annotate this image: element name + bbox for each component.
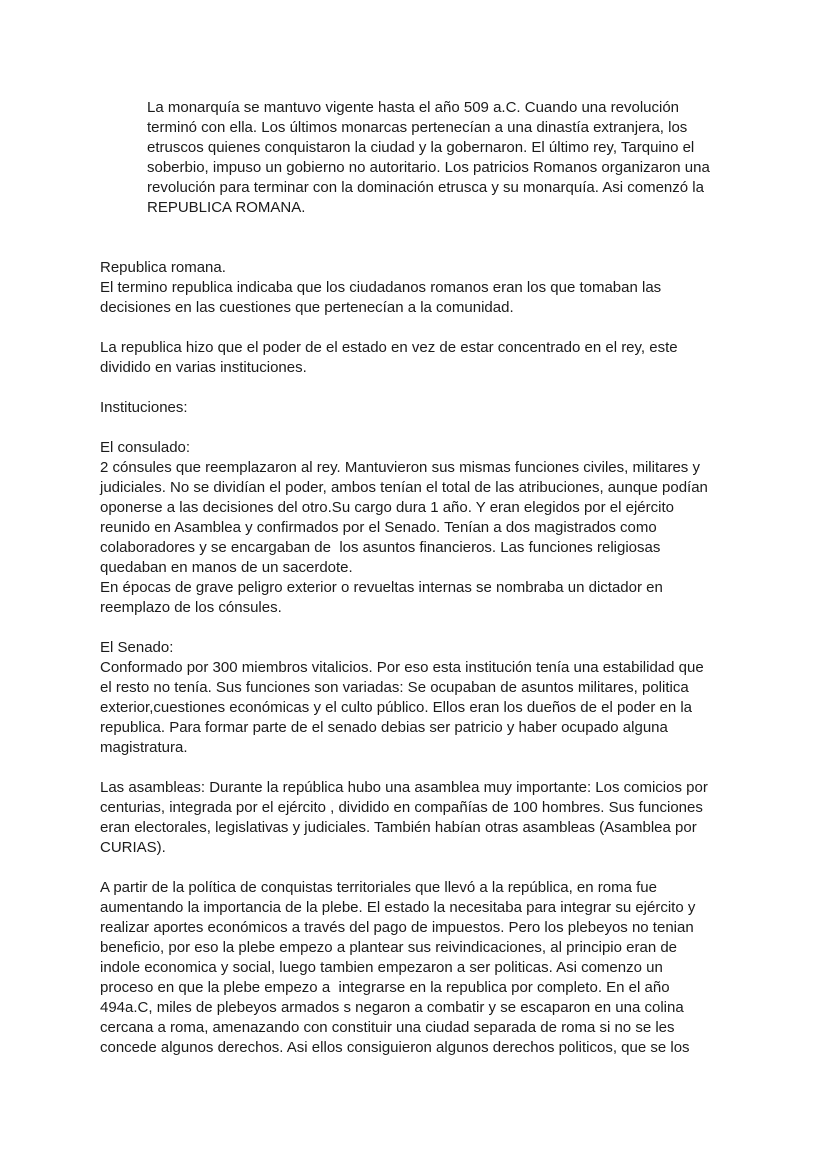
text-line: centurias, integrada por el ejército , dividido en compañías de 100 hombres. Sus funciones	[100, 799, 703, 816]
text-line: quedaban en manos de un sacerdote.	[100, 559, 353, 576]
text-line: indole economica y social, luego tambien empezaron a ser politicas. Asi comenzo un	[100, 959, 663, 976]
text-line: CURIAS).	[100, 839, 166, 856]
text-line: Instituciones:	[100, 399, 188, 416]
text-line: Republica romana.	[100, 259, 226, 276]
text-line: realizar aportes económicos a través del pago de impuestos. Pero los plebeyos no tenian	[100, 919, 694, 936]
institutions-heading	[100, 398, 737, 418]
text-line: En épocas de grave peligro exterior o revueltas internas se nombraba un dictador en	[100, 579, 663, 596]
text-line: 2 cónsules que reemplazaron al rey. Mantuvieron sus mismas funciones civiles, militares y	[100, 459, 700, 476]
text-line: A partir de la política de conquistas territoriales que llevó a la república, en roma fue	[100, 879, 657, 896]
text-line: oponerse a las decisiones del otro.Su cargo dura 1 año. Y eran elegidos por el ejército	[100, 499, 674, 516]
text-line: soberbio, impuso un gobierno no autoritario. Los patricios Romanos organizaron una	[147, 159, 710, 176]
text-line: el resto no tenía. Sus funciones son variadas: Se ocupaban de asuntos militares, politica	[100, 679, 689, 696]
power-division-paragraph	[100, 338, 737, 378]
text-line: dividido en varias instituciones.	[100, 359, 307, 376]
text-line: etruscos quienes conquistaron la ciudad y la gobernaron. El último rey, Tarquino el	[147, 139, 695, 156]
text-line: La republica hizo que el poder de el estado en vez de estar concentrado en el rey, este	[100, 339, 678, 356]
assemblies-paragraph	[100, 778, 737, 858]
text-line: REPUBLICA ROMANA.	[147, 199, 306, 216]
text-line: republica. Para formar parte de el senado debias ser patricio y haber ocupado alguna	[100, 719, 668, 736]
text-line: reemplazo de los cónsules.	[100, 599, 282, 616]
text-line: terminó con ella. Los últimos monarcas pertenecían a una dinastía extranjera, los	[147, 119, 688, 136]
consulate-paragraph	[100, 438, 737, 618]
document-body	[100, 98, 737, 1058]
intro-monarchy-paragraph	[147, 98, 737, 218]
senate-paragraph	[100, 638, 737, 758]
text-line: proceso en que la plebe empezo a integrarse en la republica por completo. En el año	[100, 979, 670, 996]
text-line: La monarquía se mantuvo vigente hasta el año 509 a.C. Cuando una revolución	[147, 99, 680, 116]
text-line: revolución para terminar con la dominación etrusca y su monarquía. Asi comenzó la	[147, 179, 704, 196]
text-line: colaboradores y se encargaban de los asuntos financieros. Las funciones religiosas	[100, 539, 661, 556]
text-line: El Senado:	[100, 639, 174, 656]
plebs-paragraph	[100, 878, 737, 1058]
text-line: reunido en Asamblea y confirmados por el Senado. Tenían a dos magistrados como	[100, 519, 657, 536]
text-line: beneficio, por eso la plebe empezo a plantear sus reivindicaciones, al principio eran de	[100, 939, 678, 956]
text-line: cercana a roma, amenazando con constituir una ciudad separada de roma si no se les	[100, 1019, 675, 1036]
text-line: El consulado:	[100, 439, 191, 456]
text-line: eran electorales, legislativas y judiciales. También habían otras asambleas (Asamblea por	[100, 819, 697, 836]
text-line: exterior,cuestiones económicas y el culto público. Ellos eran los dueños de el poder en la	[100, 699, 693, 716]
republic-definition-paragraph	[100, 258, 737, 318]
text-line: Las asambleas: Durante la república hubo una asamblea muy importante: Los comicios por	[100, 779, 708, 796]
text-line: concede algunos derechos. Asi ellos consiguieron algunos derechos politicos, que se los	[100, 1039, 690, 1056]
text-line: judiciales. No se dividían el poder, ambos tenían el total de las atribuciones, aunque podían	[100, 479, 708, 496]
text-line: magistratura.	[100, 739, 188, 756]
text-line: El termino republica indicaba que los ciudadanos romanos eran los que tomaban las	[100, 279, 662, 296]
text-line: 494a.C, miles de plebeyos armados s negaron a combatir y se escaparon en una colina	[100, 999, 684, 1016]
text-line: decisiones en las cuestiones que pertenecían a la comunidad.	[100, 299, 514, 316]
text-line: aumentando la importancia de la plebe. El estado la necesitaba para integrar su ejército y	[100, 899, 696, 916]
text-line: Conformado por 300 miembros vitalicios. Por eso esta institución tenía una estabilidad que	[100, 659, 704, 676]
